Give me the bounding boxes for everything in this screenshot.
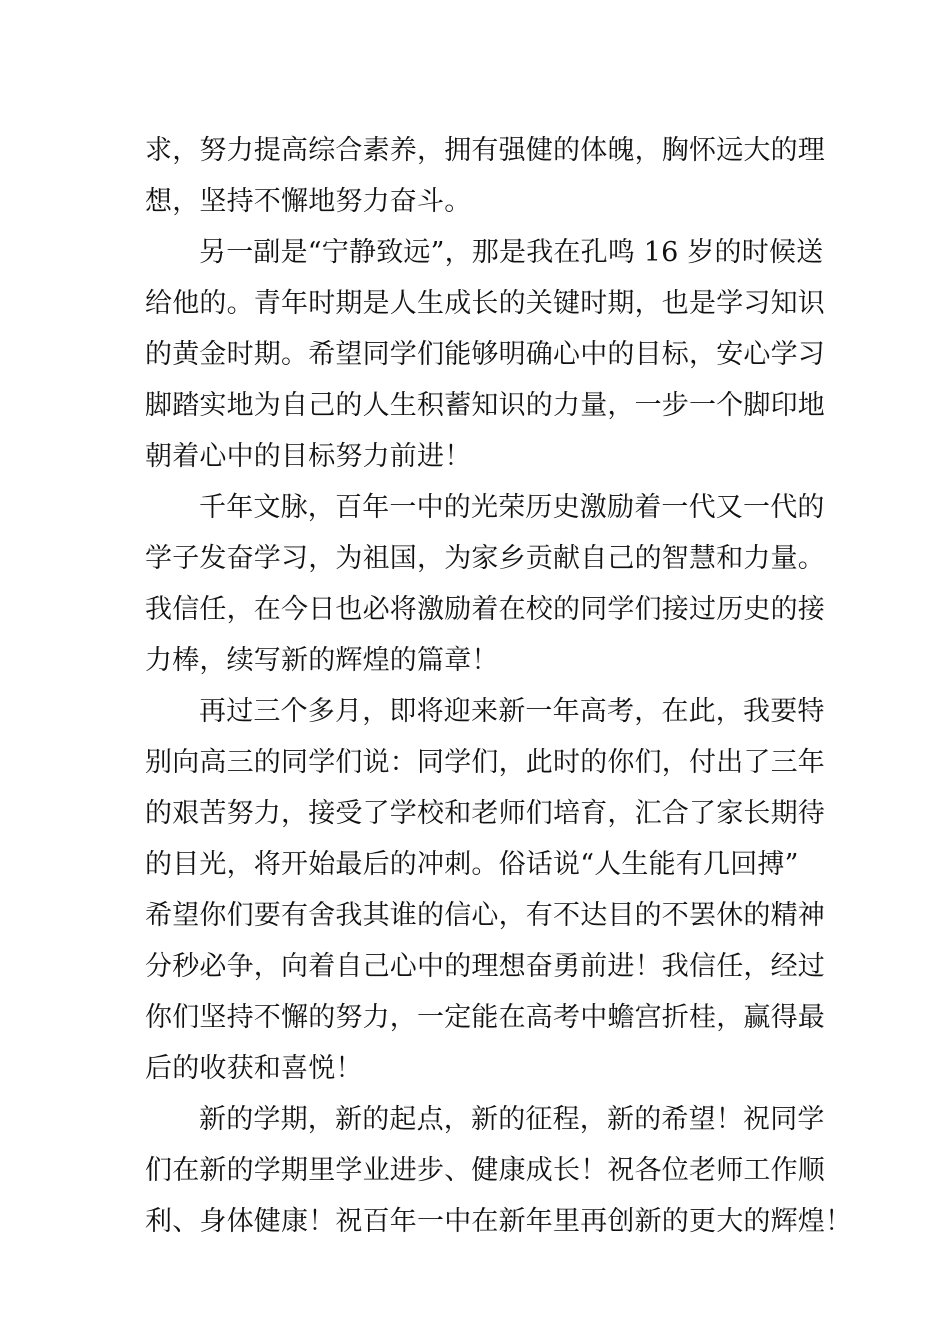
text-line: 我信任，在今日也必将激励着在校的同学们接过历史的接 [145, 594, 825, 625]
text-line: 求，努力提高综合素养，拥有强健的体魄，胸怀远大的理 [145, 135, 825, 166]
text-line: 希望你们要有舍我其谁的信心，有不达目的不罢休的精神 [145, 900, 825, 931]
text-line: 别向高三的同学们说：同学们，此时的你们，付出了三年 [145, 747, 825, 778]
paragraph-start-line: 千年文脉，百年一中的光荣历史激励着一代又一代的 [199, 492, 825, 523]
text-line: 的艰苦努力，接受了学校和老师们培育，汇合了家长期待 [145, 798, 825, 829]
text-line: 利、身体健康！祝百年一中在新年里再创新的更大的辉煌！ [145, 1206, 853, 1237]
text-line: 的目光，将开始最后的冲刺。俗话说“人生能有几回搏” [145, 849, 799, 880]
text-line: 想，坚持不懈地努力奋斗。 [145, 186, 472, 217]
text-line: 们在新的学期里学业进步、健康成长！祝各位老师工作顺 [145, 1155, 825, 1186]
text-line: 脚踏实地为自己的人生积蓄知识的力量，一步一个脚印地 [145, 390, 825, 421]
paragraph-start-line: 再过三个多月，即将迎来新一年高考，在此，我要特 [199, 696, 825, 727]
text-line: 分秒必争，向着自己心中的理想奋勇前进！我信任，经过 [145, 951, 825, 982]
text-line: 后的收获和喜悦！ [145, 1053, 363, 1084]
text-line: 给他的。青年时期是人生成长的关键时期，也是学习知识 [145, 288, 825, 319]
text-line: 朝着心中的目标努力前进！ [145, 441, 472, 472]
text-line: 力棒，续写新的辉煌的篇章！ [145, 645, 499, 676]
text-line: 你们坚持不懈的努力，一定能在高考中蟾宫折桂，赢得最 [145, 1002, 825, 1033]
paragraph-start-line: 新的学期，新的起点，新的征程，新的希望！祝同学 [199, 1104, 825, 1135]
paragraph-start-line: 另一副是“宁静致远”，那是我在孔鸣 16 岁的时候送 [199, 237, 824, 268]
text-line: 的黄金时期。希望同学们能够明确心中的目标，安心学习 [145, 339, 825, 370]
text-line: 学子发奋学习，为祖国，为家乡贡献自己的智慧和力量。 [145, 543, 825, 574]
